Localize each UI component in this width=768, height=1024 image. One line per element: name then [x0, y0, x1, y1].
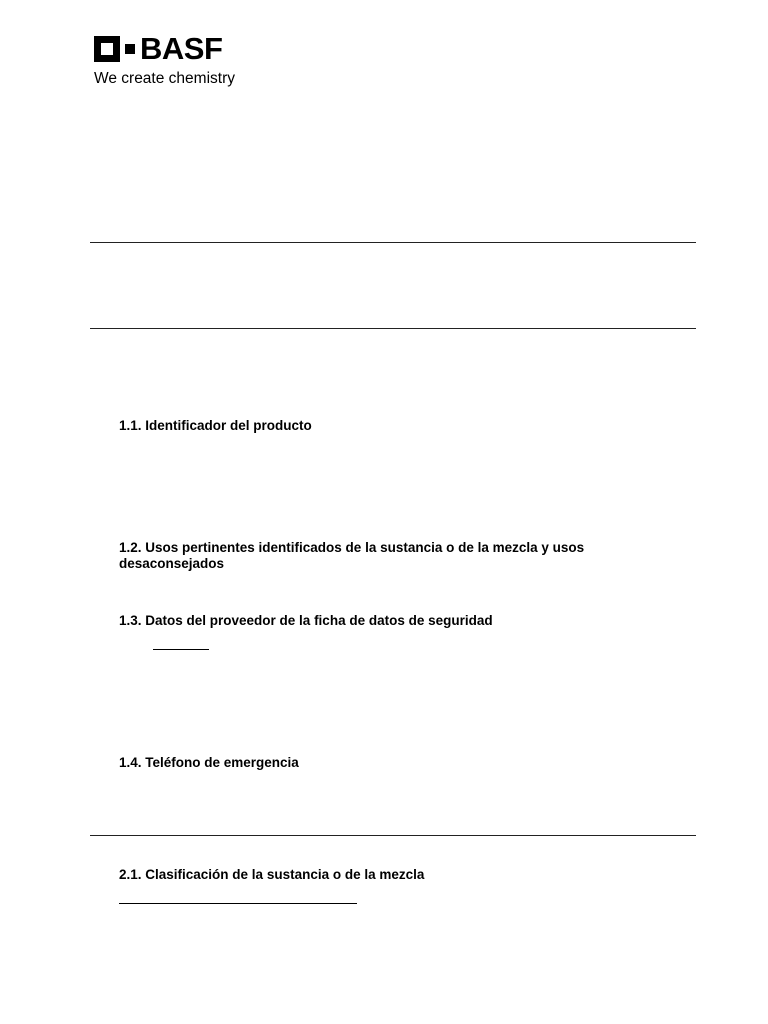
divider-top [90, 242, 696, 243]
divider-section-2 [90, 835, 696, 836]
logo-tagline: We create chemistry [94, 70, 235, 87]
underline-mark [119, 903, 357, 904]
underline-mark [153, 649, 209, 650]
section-heading-1-1: 1.1. Identificador del producto [119, 418, 312, 433]
section-heading-2-1: 2.1. Clasificación de la sustancia o de la mezcla [119, 867, 425, 882]
divider-title [90, 328, 696, 329]
section-heading-1-3: 1.3. Datos del proveedor de la ficha de datos de seguridad [119, 613, 493, 628]
section-heading-1-4: 1.4. Teléfono de emergencia [119, 755, 299, 770]
section-heading-1-2: 1.2. Usos pertinentes identificados de la sustancia o de la mezcla y usos desaconsejados [119, 540, 585, 571]
basf-logo [94, 31, 254, 92]
basf-dot-mark-icon [125, 44, 135, 54]
logo-wordmark: BASF [140, 31, 223, 66]
basf-square-mark-icon [94, 36, 120, 62]
